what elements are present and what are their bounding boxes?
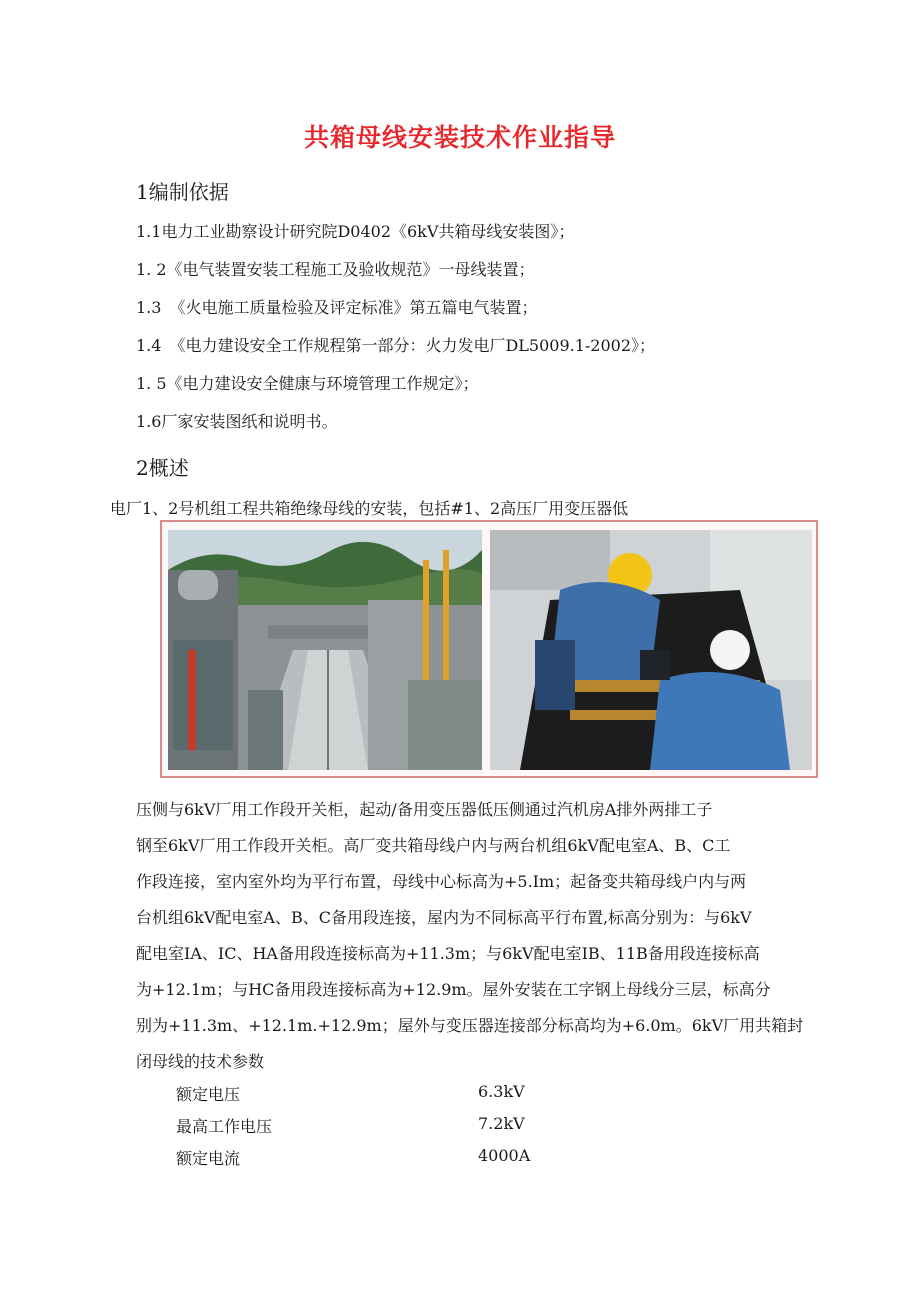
section-2-heading: 2概述 [136, 456, 189, 480]
section-1-heading: 1编制依据 [136, 180, 229, 204]
reference-item-2: 1. 2《电气装置安装工程施工及验收规范》一母线装置； [136, 260, 535, 279]
param-value: 7.2kV [478, 1114, 525, 1133]
reference-item-6: 1.6厂家安装图纸和说明书。 [136, 412, 338, 431]
param-name: 额定电流 [176, 1149, 241, 1168]
overview-line: 作段连接，室内室外均为平行布置，母线中心标高为+5.Im；起备变共箱母线户内与两 [136, 872, 747, 891]
reference-item-3: 1.3 《火电施工质量检验及评定标准》第五篇电气装置； [136, 298, 538, 317]
param-value: 6.3kV [478, 1082, 525, 1101]
param-name: 最高工作电压 [176, 1117, 273, 1136]
overview-paragraph [136, 792, 826, 1080]
overview-line: 台机组6kV配电室A、B、C备用段连接，屋内为不同标高平行布置,标高分别为：与6kV [136, 908, 752, 927]
reference-item-4: 1.4 《电力建设安全工作规程第一部分：火力发电厂DL5009.1-2002》； [136, 336, 656, 355]
overview-line: 别为+11.3m、+12.1m.+12.9m；屋外与变压器连接部分标高均为+6.0m。6kV厂用共箱封 [136, 1016, 804, 1035]
param-name: 额定电压 [176, 1085, 241, 1104]
param-value: 4000A [478, 1146, 531, 1165]
page-title: 共箱母线安装技术作业指导 [303, 123, 616, 152]
overview-line: 配电室IA、IC、HA备用段连接标高为+11.3m；与6kV配电室IB、11B备用段连接标高 [136, 944, 760, 963]
busbar-site-photo [168, 530, 482, 770]
overview-line: 钢至6kV厂用工作段开关柜。高厂变共箱母线户内与两台机组6kV配电室A、B、C工 [136, 836, 731, 855]
reference-item-5: 1. 5《电力建设安全健康与环境管理工作规定》； [136, 374, 479, 393]
photo-frame [160, 520, 818, 778]
overview-line: 闭母线的技术参数 [136, 1052, 265, 1071]
overview-line: 为+12.1m；与HC备用段连接标高为+12.9m。屋外安装在工字钢上母线分三层，标高分 [136, 980, 771, 999]
installation-workers-photo [490, 530, 812, 770]
overview-line: 压侧与6kV厂用工作段开关柜，起动/备用变压器低压侧通过汽机房A排外两排工子 [136, 800, 713, 819]
reference-item-1: 1.1电力工业勘察设计研究院D0402《6kV共箱母线安装图》； [136, 222, 575, 241]
overview-intro: 电厂1、2号机组工程共箱绝缘母线的安装，包括#1、2高压厂用变压器低 [110, 499, 629, 518]
